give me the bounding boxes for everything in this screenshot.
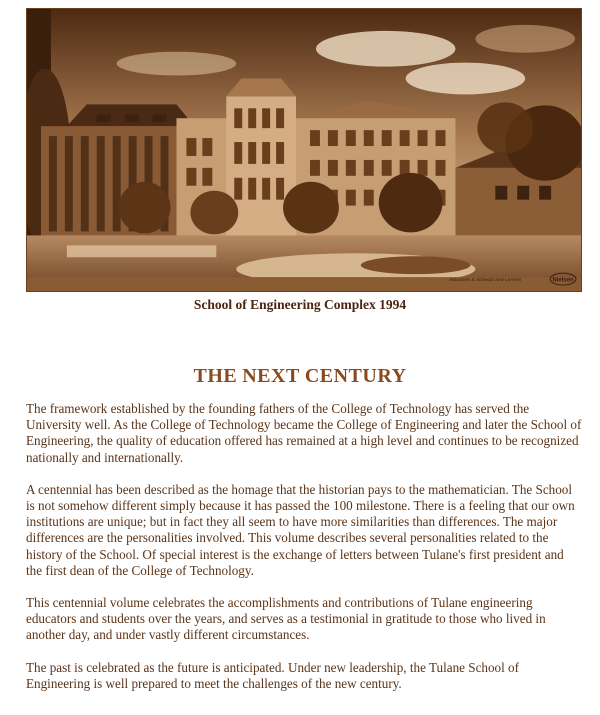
paragraph-future: The past is celebrated as the future is anticipated. Under new leadership, the Tulane School of Engineering is well prepared to meet the challenges of the new century. [26,659,519,691]
body-text [26,401,582,708]
section-heading [0,365,600,388]
engineering-complex-photo [26,8,582,292]
photo-caption: School of Engineering Complex 1994 [193,297,407,312]
paragraph-centennial: A centennial has been described as the homage that the historian pays to the mathematician. The School is not somehow different simply because it has passed the 100 milestone. There is a feeling that our own institutions are unique; but in fact they all seem to have more similarities than differences. The major differences are the personalities involved. This volume describes several personalities related to the history of the School. Of special interest is the exchange of letters between Tulane's first president and the first dean of the College of Technology. [26,481,575,578]
heading-word-1: THE [193,365,238,387]
engineering-complex-illustration [27,9,581,291]
maker-logo: Nielsen [552,277,574,284]
paragraph-volume: This centennial volume celebrates the accomplishments and contributions of Tulane engineering educators and students over the years, and serves as a testimonial in gratitude to those who lived in another day, and under vastly different circumstances. [26,595,546,643]
paragraph-framework: The framework established by the founding fathers of the College of Technology has served the University well. As the College of Technology became the College of Engineering and later the School of Engineering, the quality of education offered has remained at a high level and continues to be recognized nationally and internationally. [26,401,582,465]
heading-word-3: CENTURY [304,365,407,387]
artist-signature: Marianne & Schwab and Lennes [449,278,522,284]
heading-word-2: NEXT [242,365,300,387]
